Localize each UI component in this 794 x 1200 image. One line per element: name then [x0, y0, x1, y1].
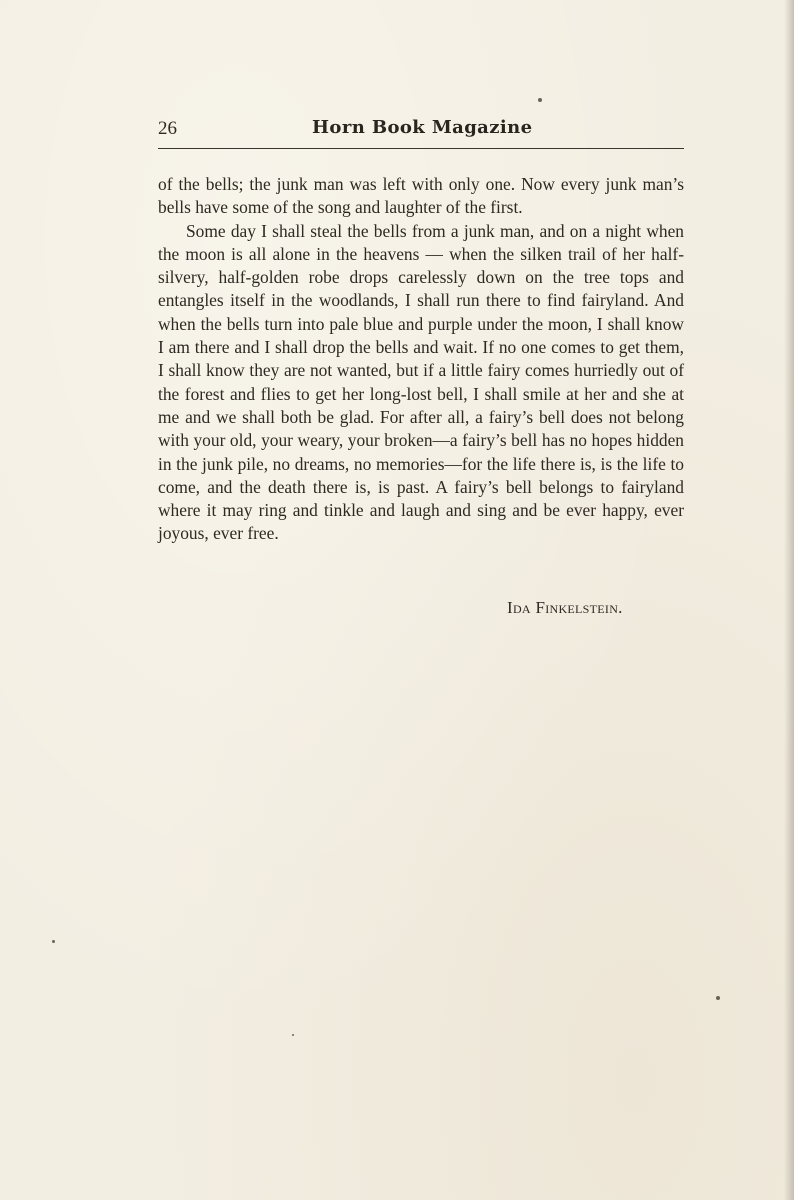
paragraph-continued: of the bells; the junk man was left with only one. Now every junk man’s bells have some of the song and laughter of the first. [158, 174, 684, 218]
ink-speck [52, 940, 55, 943]
paragraph: Some day I shall steal the bells from a junk man, and on a night when the moon is all alone in the heavens — when the silken trail of her half-silvery, half-golden robe drops carelessly down on the tree tops and entangles itself in the woodlands, I shall run there to find fairyland. And when the bells turn into pale blue and purple under the moon, I shall know I am there and I shall drop the bells and wait. If no one comes to get them, I shall know they are not wanted, but if a little fairy comes hurriedly out of the forest and flies to get her long-lost bell, I shall smile at her and she at me and we shall both be glad. For after all, a fairy’s bell does not belong with your old, your weary, your broken—a fairy’s bell has no hopes hidden in the junk pile, no dreams, no memories—for the life there is, is the life to come, and the death there is, is past. A fairy’s bell belongs to fairyland where it may ring and tinkle and laugh and sing and be ever happy, ever joyous, ever free. [158, 220, 684, 544]
page-number: 26 [158, 118, 177, 139]
ink-speck [716, 996, 720, 1000]
running-head: Horn Book Magazine [312, 117, 533, 138]
page-header [158, 116, 684, 149]
page-edge-shadow [784, 0, 794, 1200]
ink-speck [292, 1034, 294, 1036]
article-body [158, 173, 684, 546]
ink-speck [538, 98, 542, 102]
author-signature: Ida Finkelstein. [507, 598, 623, 617]
